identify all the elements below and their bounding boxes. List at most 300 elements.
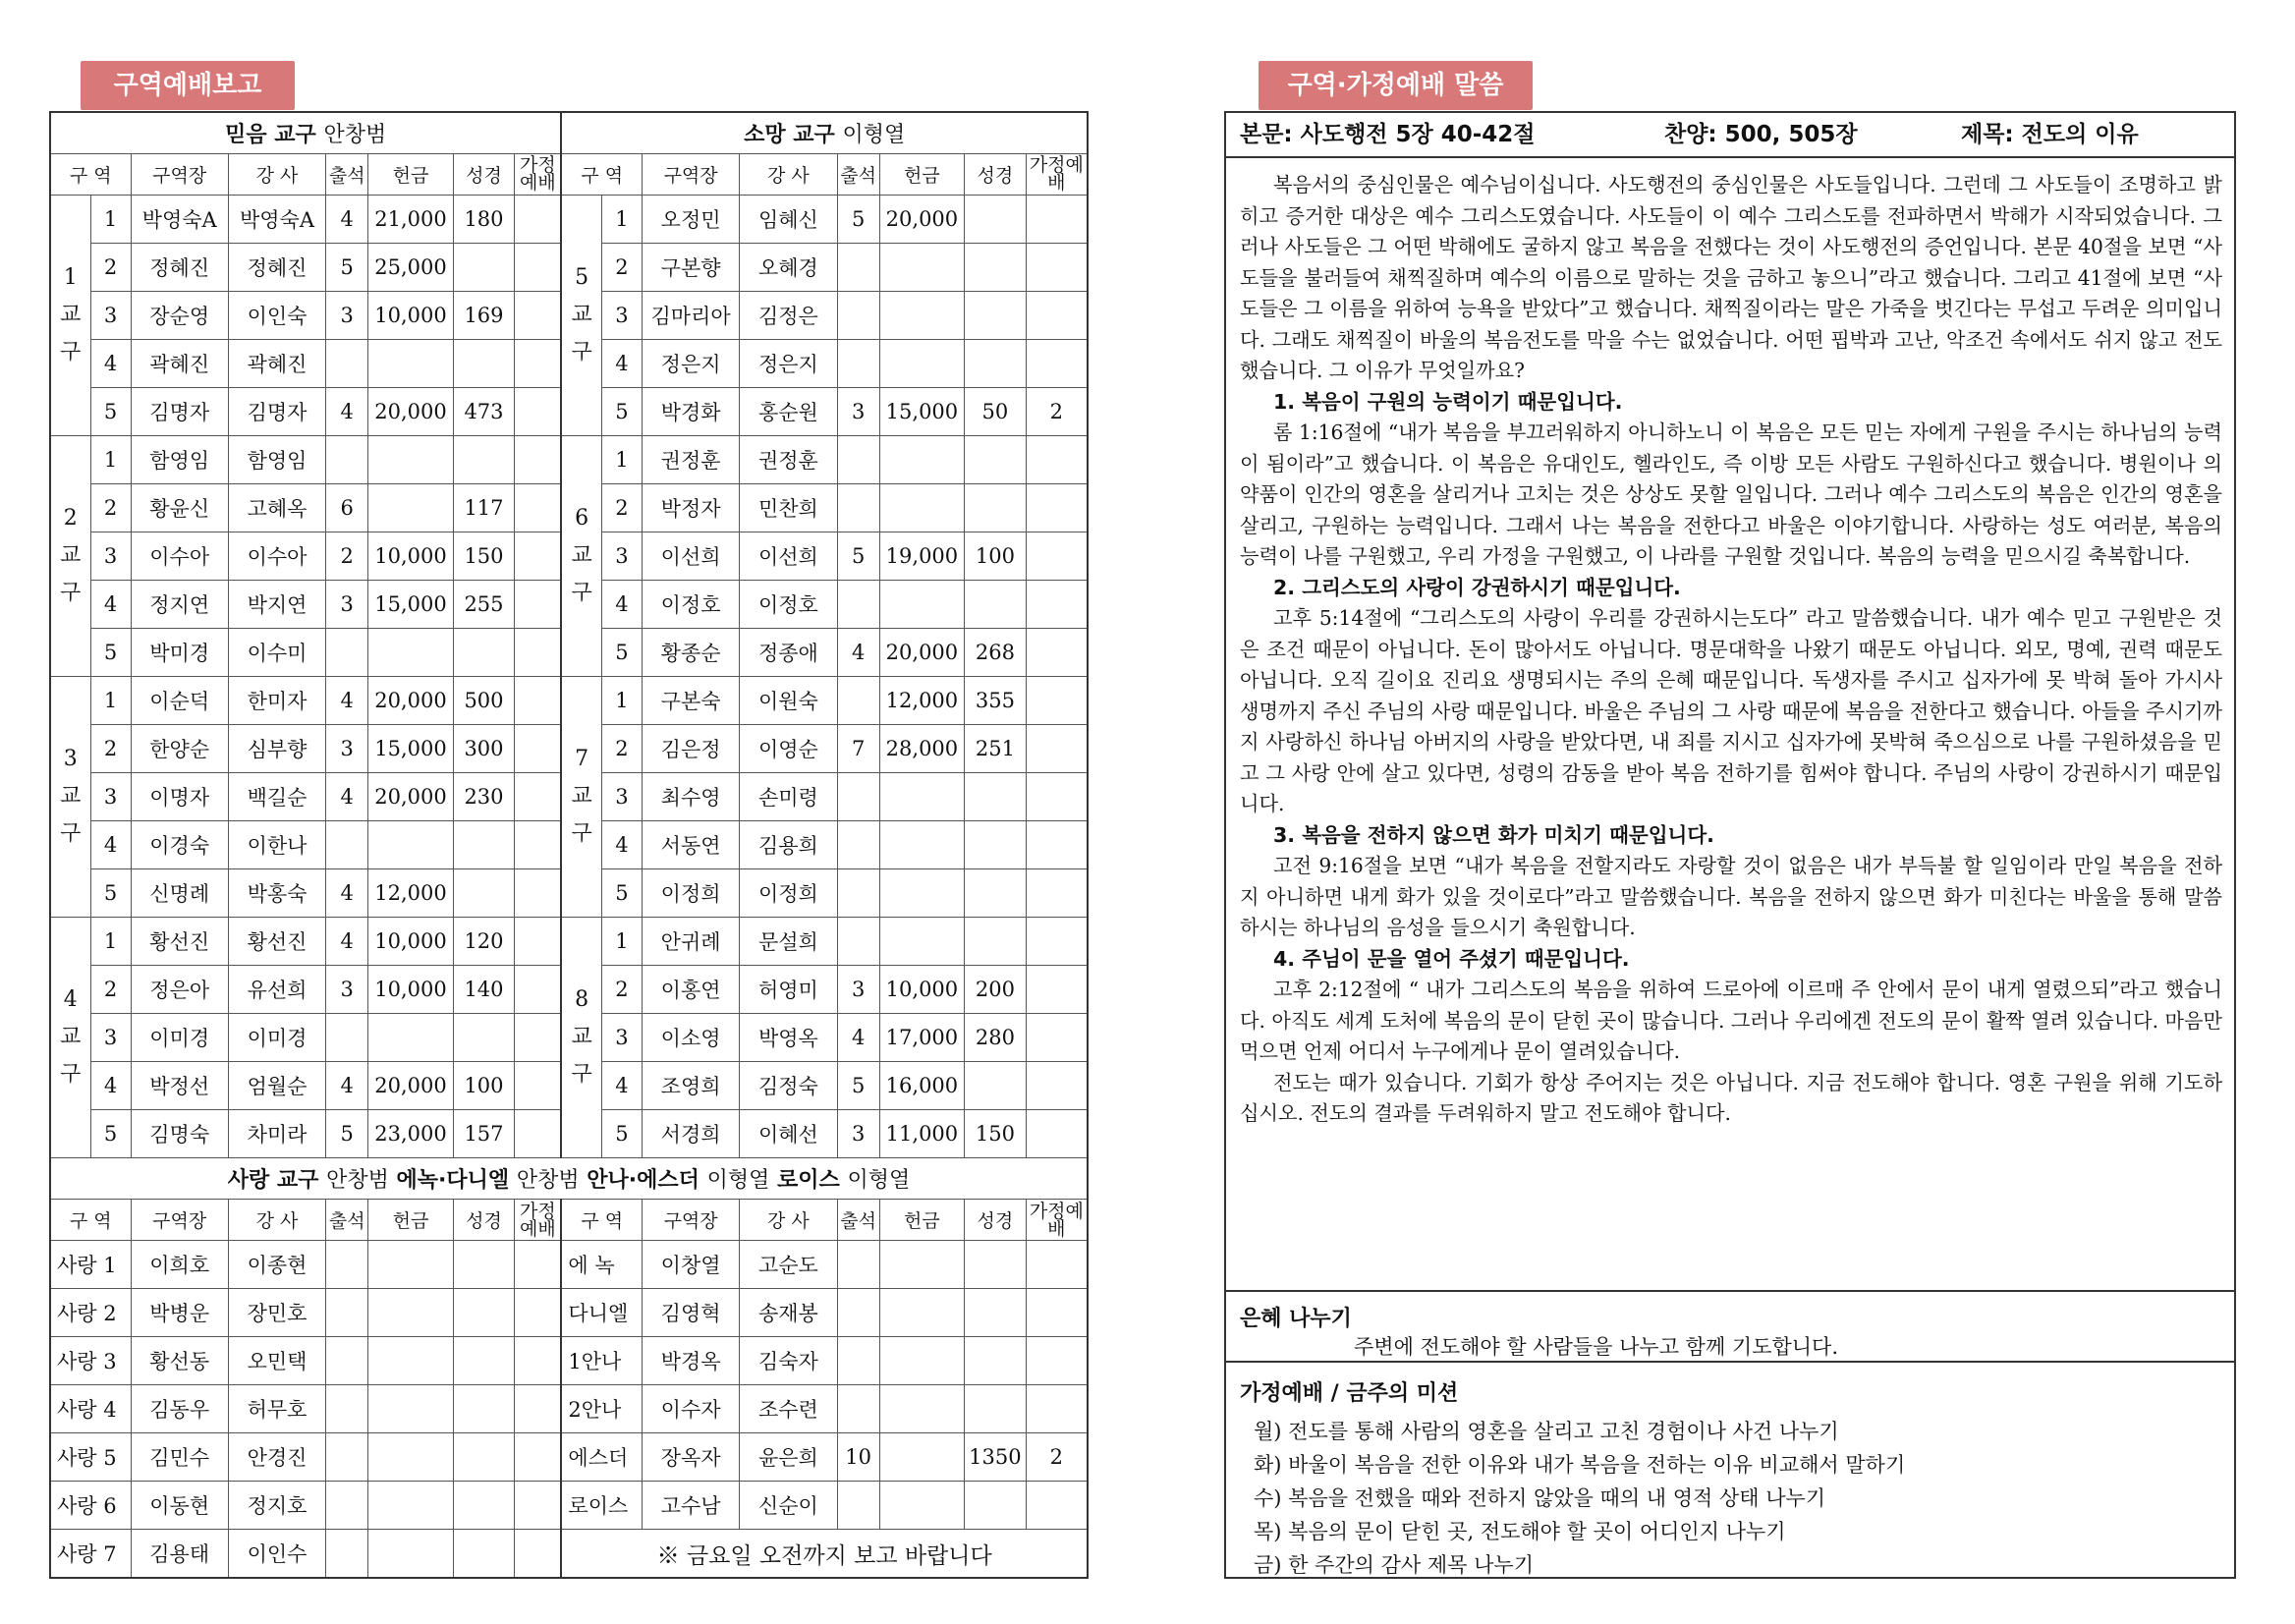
district-label: 5 교 구 xyxy=(561,195,601,435)
report-cell: 박경옥 xyxy=(642,1337,739,1385)
report-cell: 1 xyxy=(90,195,131,243)
report-cell: 허무호 xyxy=(228,1385,325,1433)
report-cell: 1 xyxy=(90,435,131,483)
report-cell: 박경화 xyxy=(642,387,739,435)
report-cell xyxy=(1026,1337,1088,1385)
report-cell: 100 xyxy=(965,532,1027,580)
report-cell: 황종순 xyxy=(642,628,739,676)
report-cell xyxy=(879,291,964,339)
report-cell: 이경숙 xyxy=(131,820,228,868)
report-cell: 김은정 xyxy=(642,724,739,772)
report-cell: 5 xyxy=(601,868,642,917)
report-cell xyxy=(453,1482,515,1530)
report-cell: 4 xyxy=(601,1062,642,1110)
column-header: 헌금 xyxy=(879,1200,964,1241)
report-cell xyxy=(453,1433,515,1482)
report-cell xyxy=(879,772,964,820)
report-cell: 신순이 xyxy=(740,1482,837,1530)
report-cell: 구본숙 xyxy=(642,676,739,724)
report-cell: 박병운 xyxy=(131,1289,228,1337)
column-header: 성경 xyxy=(965,1200,1027,1241)
report-cell: 150 xyxy=(453,532,515,580)
report-cell xyxy=(515,1014,562,1062)
bottom-group-love-leader: 안창범 xyxy=(326,1168,389,1194)
report-cell: 1350 xyxy=(965,1433,1027,1482)
report-cell: 김용희 xyxy=(740,820,837,868)
report-cell: 장순영 xyxy=(131,291,228,339)
mission-item-fri: 금) 한 주간의 감사 제목 나누기 xyxy=(1254,1553,1535,1577)
mission-item-wed: 수) 복음을 전했을 때와 전하지 않았을 때의 내 영적 상태 나누기 xyxy=(1254,1486,1826,1510)
report-cell: 김동우 xyxy=(131,1385,228,1433)
report-cell: 12,000 xyxy=(879,676,964,724)
report-cell xyxy=(326,1337,368,1385)
report-cell xyxy=(515,339,562,387)
column-header: 출석 xyxy=(326,1200,368,1241)
report-cell: 김마리아 xyxy=(642,291,739,339)
report-cell xyxy=(965,1337,1027,1385)
report-cell: 정지연 xyxy=(131,580,228,628)
report-cell xyxy=(453,339,515,387)
report-cell xyxy=(965,918,1027,966)
report-cell: 박미경 xyxy=(131,628,228,676)
report-cell xyxy=(453,1289,515,1337)
column-header: 출석 xyxy=(837,1200,879,1241)
report-cell: 157 xyxy=(453,1110,515,1158)
report-cell xyxy=(965,483,1027,532)
column-header: 성경 xyxy=(453,1200,515,1241)
report-cell: 3 xyxy=(601,772,642,820)
home-worship-title: 가정예배 / 금주의 미션 xyxy=(1240,1381,1459,1406)
report-cell: 5 xyxy=(90,868,131,917)
report-cell: 손미령 xyxy=(740,772,837,820)
report-cell: 11,000 xyxy=(879,1110,964,1158)
report-cell xyxy=(515,1433,562,1482)
report-cell: 500 xyxy=(453,676,515,724)
report-cell: 10 xyxy=(837,1433,879,1482)
report-cell: 1안나 xyxy=(561,1337,642,1385)
report-cell: 윤은희 xyxy=(740,1433,837,1482)
report-cell xyxy=(1026,1289,1088,1337)
report-cell xyxy=(326,1241,368,1289)
report-cell: 이정희 xyxy=(740,868,837,917)
report-cell xyxy=(837,291,879,339)
column-header: 성경 xyxy=(965,153,1027,195)
report-cell xyxy=(879,918,964,966)
report-cell: 3 xyxy=(837,1110,879,1158)
column-header: 강 사 xyxy=(228,153,325,195)
column-header: 출석 xyxy=(326,153,368,195)
report-cell: 곽혜진 xyxy=(228,339,325,387)
report-cell xyxy=(1026,1482,1088,1530)
report-cell: 3 xyxy=(837,966,879,1014)
report-cell xyxy=(515,1062,562,1110)
report-cell xyxy=(515,772,562,820)
report-cell xyxy=(837,868,879,917)
report-cell: 사랑 4 xyxy=(50,1385,131,1433)
report-cell xyxy=(965,1289,1027,1337)
home-worship-section xyxy=(1226,1361,2234,1582)
report-cell xyxy=(515,966,562,1014)
report-cell: 사랑 7 xyxy=(50,1530,131,1578)
report-cell xyxy=(453,435,515,483)
report-cell: 고수남 xyxy=(642,1482,739,1530)
report-cell: 4 xyxy=(601,820,642,868)
report-cell xyxy=(515,868,562,917)
report-cell xyxy=(965,243,1027,291)
report-cell: 박정선 xyxy=(131,1062,228,1110)
report-cell xyxy=(879,868,964,917)
bottom-group-header xyxy=(50,1158,1088,1200)
report-cell: 20,000 xyxy=(368,387,453,435)
district-label: 1 교 구 xyxy=(50,195,90,435)
report-cell: 신명례 xyxy=(131,868,228,917)
report-cell: 3 xyxy=(90,532,131,580)
report-cell: 김정은 xyxy=(740,291,837,339)
report-cell: 4 xyxy=(326,195,368,243)
report-cell xyxy=(1026,1241,1088,1289)
report-cell: 15,000 xyxy=(368,724,453,772)
report-cell: 4 xyxy=(326,918,368,966)
report-cell: 황선동 xyxy=(131,1337,228,1385)
report-cell xyxy=(879,1241,964,1289)
report-cell: 3 xyxy=(326,291,368,339)
report-cell xyxy=(515,820,562,868)
report-cell: 박지연 xyxy=(228,580,325,628)
report-cell: 이미경 xyxy=(131,1014,228,1062)
report-cell xyxy=(1026,339,1088,387)
bottom-group-enoch: 에녹·다니엘 xyxy=(396,1168,510,1194)
point-heading-2: 2. 그리스도의 사랑이 강권하시기 때문입니다. xyxy=(1273,575,1681,599)
report-cell xyxy=(515,724,562,772)
column-header: 헌금 xyxy=(368,153,453,195)
district-label: 2 교 구 xyxy=(50,435,90,676)
report-cell: 사랑 1 xyxy=(50,1241,131,1289)
report-cell xyxy=(326,1385,368,1433)
report-cell: 2안나 xyxy=(561,1385,642,1433)
report-cell: 이순덕 xyxy=(131,676,228,724)
report-cell: 이인수 xyxy=(228,1530,325,1578)
report-cell xyxy=(837,580,879,628)
report-cell xyxy=(515,918,562,966)
point-body-2: 고후 5:14절에 “그리스도의 사랑이 우리를 강권하시는도다” 라고 말씀했습니다. 내가 예수 믿고 구원받은 것은 조건 때문이 아닙니다. 돈이 많아서도 아닙니다. 명문대학을 나왔기 때문도 아닙니다. 외모, 명예, 권력 때문도 아닙니다. 오직 길이요 진리요 생명되시는 주의 은혜 때문입니다. 독생자를 주시고 십자가에 못 박혀 돌아 가시사 생명까지 주신 주님의 사랑 때문입니다. 바울은 주님의 그 사랑 때문에 복음을 전한다고 했습니다. 아들을 주시기까지 사랑하신 하나님 아버지의 사랑을 받았다면, 내 죄를 지시고 십자가에 못박혀 죽으심으로 나를 구원하셨음을 믿고 그 사랑 안에 살고 있다면, 성령의 감동을 받아 복음 전하기를 힘써야 합니다. 주님의 사랑이 강권하시기 때문입니다. xyxy=(1240,606,2222,815)
report-cell: 3 xyxy=(326,724,368,772)
report-cell: 이원숙 xyxy=(740,676,837,724)
report-cell xyxy=(368,1385,453,1433)
report-cell: 이동현 xyxy=(131,1482,228,1530)
report-cell: 16,000 xyxy=(879,1062,964,1110)
report-cell: 유선희 xyxy=(228,966,325,1014)
report-cell: 권정훈 xyxy=(740,435,837,483)
report-cell: 이수미 xyxy=(228,628,325,676)
report-cell: 4 xyxy=(326,772,368,820)
report-cell xyxy=(879,1337,964,1385)
report-cell xyxy=(368,339,453,387)
report-cell: 10,000 xyxy=(368,291,453,339)
report-cell xyxy=(837,483,879,532)
district-label: 4 교 구 xyxy=(50,918,90,1158)
report-cell xyxy=(1026,966,1088,1014)
report-cell xyxy=(879,580,964,628)
column-header: 구 역 xyxy=(561,1200,642,1241)
report-cell: 280 xyxy=(965,1014,1027,1062)
report-cell: 4 xyxy=(326,868,368,917)
report-cell xyxy=(965,435,1027,483)
report-cell: 고순도 xyxy=(740,1241,837,1289)
column-header: 가정예배 xyxy=(1026,1200,1088,1241)
report-cell: 곽혜진 xyxy=(131,339,228,387)
report-cell: 구본향 xyxy=(642,243,739,291)
report-cell: 4 xyxy=(326,1062,368,1110)
grace-sharing-title: 은혜 나누기 xyxy=(1240,1307,1352,1331)
report-cell xyxy=(368,1530,453,1578)
report-cell: 19,000 xyxy=(879,532,964,580)
report-cell: 서동연 xyxy=(642,820,739,868)
report-cell: 정혜진 xyxy=(228,243,325,291)
report-cell: 1 xyxy=(90,676,131,724)
report-cell: 장민호 xyxy=(228,1289,325,1337)
mission-item-mon: 월) 전도를 통해 사람의 영혼을 살리고 고친 경험이나 사건 나누기 xyxy=(1254,1420,1839,1443)
report-cell: 1 xyxy=(90,918,131,966)
report-section-tab: 구역예배보고 xyxy=(81,61,295,110)
report-cell: 2 xyxy=(601,966,642,1014)
report-cell xyxy=(1026,1110,1088,1158)
report-cell: 23,000 xyxy=(368,1110,453,1158)
report-cell: 4 xyxy=(837,1014,879,1062)
report-cell xyxy=(879,820,964,868)
bottom-group-lois: 로이스 xyxy=(777,1168,840,1194)
report-cell: 사랑 5 xyxy=(50,1433,131,1482)
report-cell xyxy=(515,387,562,435)
report-cell: 김민수 xyxy=(131,1433,228,1482)
report-cell: 이수아 xyxy=(228,532,325,580)
report-cell: 15,000 xyxy=(368,580,453,628)
report-cell: 10,000 xyxy=(879,966,964,1014)
report-cell xyxy=(453,243,515,291)
report-cell xyxy=(1026,435,1088,483)
report-cell: 473 xyxy=(453,387,515,435)
report-cell xyxy=(879,243,964,291)
group-header-faith xyxy=(50,112,561,153)
report-cell xyxy=(326,435,368,483)
point-body-4: 고후 2:12절에 “ 내가 그리스도의 복음을 위하여 드로아에 이르매 주 안에서 문이 내게 열렸으되”라고 했습니다. 아직도 세계 도처에 복음의 문이 닫힌 곳이 많습니다. 그러나 우리에겐 전도의 문이 활짝 열려 있습니다. 마음만 먹으면 언제 어디서 누구에게나 문이 열려있습니다. xyxy=(1240,978,2222,1063)
report-cell: 이한나 xyxy=(228,820,325,868)
report-cell: 5 xyxy=(601,628,642,676)
report-cell: 김용태 xyxy=(131,1530,228,1578)
report-cell: 고혜옥 xyxy=(228,483,325,532)
report-cell: 12,000 xyxy=(368,868,453,917)
column-header: 강 사 xyxy=(740,1200,837,1241)
report-cell: 4 xyxy=(837,628,879,676)
report-cell xyxy=(879,1433,964,1482)
report-cell: 1 xyxy=(601,918,642,966)
report-cell xyxy=(879,1385,964,1433)
report-cell: 박영옥 xyxy=(740,1014,837,1062)
report-cell xyxy=(837,1385,879,1433)
report-cell xyxy=(368,820,453,868)
bottom-group-anna-leader: 이형열 xyxy=(706,1168,770,1194)
bottom-group-lois-leader: 이형열 xyxy=(847,1168,911,1194)
column-header: 가정예배 xyxy=(1026,153,1088,195)
report-cell: 3 xyxy=(601,532,642,580)
report-cell xyxy=(515,676,562,724)
report-cell: 5 xyxy=(601,1110,642,1158)
report-cell: 10,000 xyxy=(368,918,453,966)
sermon-body xyxy=(1240,170,2222,1130)
column-header: 가정예배 xyxy=(515,1200,562,1241)
report-cell: 조수련 xyxy=(740,1385,837,1433)
mission-item-thu: 목) 복음의 문이 닫힌 곳, 전도해야 할 곳이 어디인지 나누기 xyxy=(1254,1520,1786,1543)
report-cell xyxy=(837,918,879,966)
report-cell xyxy=(515,1482,562,1530)
report-cell: 송재봉 xyxy=(740,1289,837,1337)
report-cell xyxy=(837,1241,879,1289)
report-cell: 3 xyxy=(601,1014,642,1062)
report-cell xyxy=(515,435,562,483)
report-cell xyxy=(965,195,1027,243)
column-header: 성경 xyxy=(453,153,515,195)
report-cell: 함영임 xyxy=(131,435,228,483)
report-cell: 6 xyxy=(326,483,368,532)
report-cell: 이선희 xyxy=(740,532,837,580)
report-cell: 1 xyxy=(601,676,642,724)
report-cell xyxy=(837,1482,879,1530)
group-leader: 이형열 xyxy=(842,122,906,147)
point-body-1: 롬 1:16절에 “내가 복음을 부끄러워하지 아니하노니 이 복음은 모든 믿는 자에게 구원을 주시는 하나님의 능력이 됨이라”고 했습니다. 이 복음은 유대인도, 헬라인도, 즉 이방 모든 사람도 구원하신다고 했습니다. 병원이나 의약품이 인간의 영혼을 살리거나 고치는 것은 상상도 못할 일입니다. 그러나 예수 그리스도의 복음은 인간의 영혼을 살리고, 구원하는 능력입니다. 그래서 나는 복음을 전한다고 바울은 이야기합니다. 사랑하는 성도 여러분, 복음의 능력이 나를 구원했고, 우리 가정을 구원했고, 이 나라를 구원할 것입니다. 복음의 능력을 믿으시길 축복합니다. xyxy=(1240,420,2222,568)
report-cell: 임혜신 xyxy=(740,195,837,243)
report-cell xyxy=(326,628,368,676)
bottom-group-anna: 안나·에스더 xyxy=(587,1168,700,1194)
report-cell: 황선진 xyxy=(131,918,228,966)
report-cell: 홍순원 xyxy=(740,387,837,435)
report-cell: 1 xyxy=(601,435,642,483)
report-cell: 4 xyxy=(326,387,368,435)
report-cell: 15,000 xyxy=(879,387,964,435)
sermon-passage: 본문: 사도행전 5장 40-42절 xyxy=(1240,122,1536,147)
report-cell: 김숙자 xyxy=(740,1337,837,1385)
report-cell: 2 xyxy=(601,243,642,291)
report-cell: 355 xyxy=(965,676,1027,724)
report-cell: 25,000 xyxy=(368,243,453,291)
report-cell xyxy=(1026,628,1088,676)
column-header: 강 사 xyxy=(228,1200,325,1241)
report-cell xyxy=(1026,243,1088,291)
report-cell xyxy=(1026,291,1088,339)
report-cell: 5 xyxy=(90,1110,131,1158)
report-cell: 3 xyxy=(837,387,879,435)
report-cell: 2 xyxy=(90,724,131,772)
report-cell: 서경희 xyxy=(642,1110,739,1158)
report-cell: 김영혁 xyxy=(642,1289,739,1337)
report-cell: 사랑 2 xyxy=(50,1289,131,1337)
report-cell: 김정숙 xyxy=(740,1062,837,1110)
report-cell: 20,000 xyxy=(368,772,453,820)
report-cell: 함영임 xyxy=(228,435,325,483)
report-cell: 1 xyxy=(601,195,642,243)
report-cell xyxy=(453,1241,515,1289)
report-cell xyxy=(515,1289,562,1337)
report-cell xyxy=(879,339,964,387)
report-cell xyxy=(515,291,562,339)
report-cell: 정지호 xyxy=(228,1482,325,1530)
report-cell xyxy=(368,1241,453,1289)
report-cell xyxy=(1026,820,1088,868)
report-cell: 20,000 xyxy=(879,628,964,676)
report-cell: 이창열 xyxy=(642,1241,739,1289)
report-cell xyxy=(879,1289,964,1337)
report-cell xyxy=(879,483,964,532)
report-cell: 민찬희 xyxy=(740,483,837,532)
report-cell: 4 xyxy=(90,580,131,628)
report-cell: 7 xyxy=(837,724,879,772)
report-cell: 문설희 xyxy=(740,918,837,966)
report-cell xyxy=(326,1530,368,1578)
report-cell xyxy=(965,1062,1027,1110)
report-cell xyxy=(1026,918,1088,966)
report-cell: 한미자 xyxy=(228,676,325,724)
report-cell: 이명자 xyxy=(131,772,228,820)
report-cell xyxy=(368,1337,453,1385)
report-cell: 2 xyxy=(1026,1433,1088,1482)
district-label: 3 교 구 xyxy=(50,676,90,917)
report-cell: 17,000 xyxy=(879,1014,964,1062)
report-cell: 5 xyxy=(90,387,131,435)
report-cell xyxy=(515,483,562,532)
report-cell xyxy=(837,339,879,387)
group-header-hope xyxy=(561,112,1088,153)
report-cell: 심부향 xyxy=(228,724,325,772)
report-cell: 200 xyxy=(965,966,1027,1014)
report-cell: 20,000 xyxy=(368,1062,453,1110)
report-cell: 4 xyxy=(90,339,131,387)
report-cell xyxy=(515,1110,562,1158)
sermon-hymn: 찬양: 500, 505장 xyxy=(1664,122,1858,147)
report-cell: 180 xyxy=(453,195,515,243)
report-cell: 안경진 xyxy=(228,1433,325,1482)
column-header: 가정예배 xyxy=(515,153,562,195)
report-cell xyxy=(965,772,1027,820)
report-cell: 3 xyxy=(326,966,368,1014)
report-cell xyxy=(515,243,562,291)
report-cell xyxy=(837,820,879,868)
report-cell: 20,000 xyxy=(879,195,964,243)
grace-sharing-text: 주변에 전도해야 할 사람들을 나누고 함께 기도합니다. xyxy=(1354,1335,1839,1359)
point-heading-1: 1. 복음이 구원의 능력이기 때문입니다. xyxy=(1273,389,1623,414)
report-cell: 백길순 xyxy=(228,772,325,820)
report-cell xyxy=(515,1530,562,1578)
report-cell: 엄월순 xyxy=(228,1062,325,1110)
column-header: 출석 xyxy=(837,153,879,195)
report-cell: 이미경 xyxy=(228,1014,325,1062)
report-cell xyxy=(837,676,879,724)
report-cell: 한양순 xyxy=(131,724,228,772)
report-cell: 이정호 xyxy=(642,580,739,628)
report-cell xyxy=(453,868,515,917)
report-cell xyxy=(368,628,453,676)
report-cell: 사랑 6 xyxy=(50,1482,131,1530)
report-cell: 5 xyxy=(326,243,368,291)
report-cell: 10,000 xyxy=(368,966,453,1014)
report-cell xyxy=(453,820,515,868)
report-cell xyxy=(1026,724,1088,772)
report-cell xyxy=(326,1289,368,1337)
report-cell xyxy=(837,1337,879,1385)
mission-list xyxy=(1226,1415,2234,1582)
report-cell: 4 xyxy=(326,676,368,724)
report-cell xyxy=(837,772,879,820)
report-cell: 이희호 xyxy=(131,1241,228,1289)
report-cell: 이종현 xyxy=(228,1241,325,1289)
report-cell: 5 xyxy=(837,1062,879,1110)
